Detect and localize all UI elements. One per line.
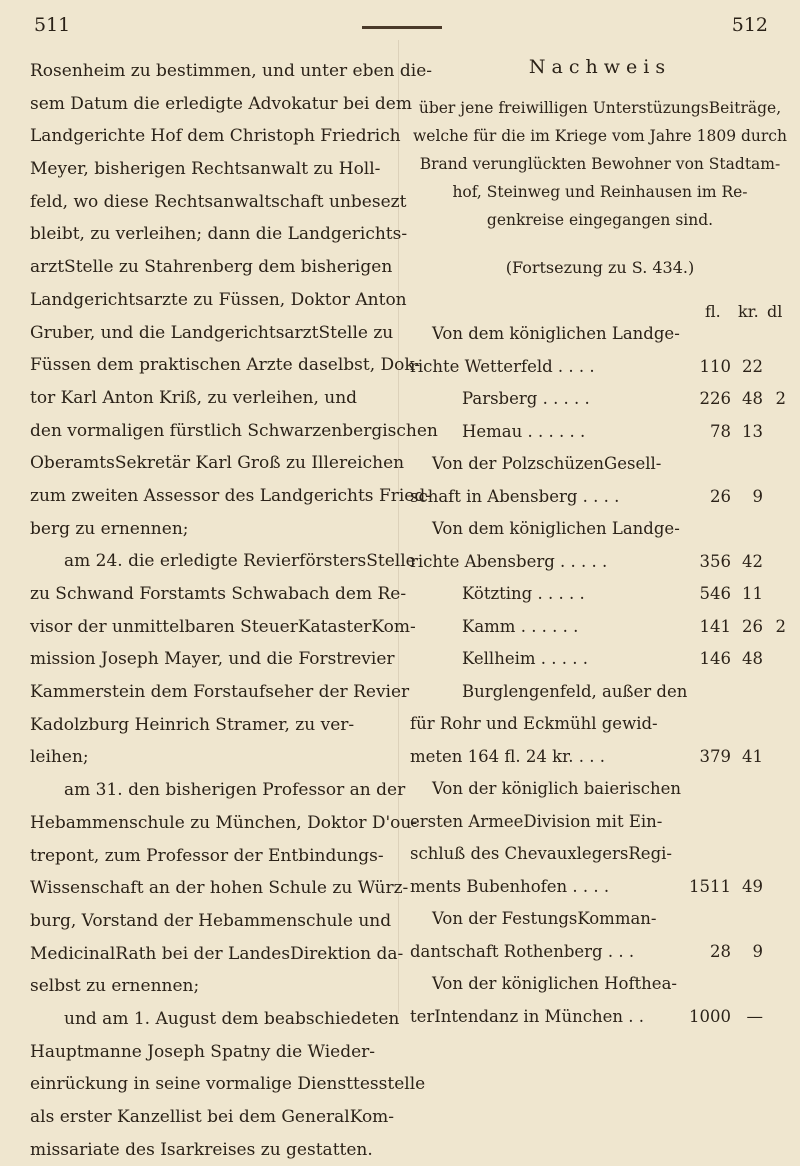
row-label: Von der FestungsKomman- — [432, 909, 657, 928]
text-line: Kadolzburg Heinrich Stramer, zu ver- — [30, 714, 355, 735]
text-line: Füssen dem praktischen Arzte daselbst, Dok- — [30, 355, 421, 376]
amount-dl: 2 — [775, 389, 786, 408]
intro-line: welche für die im Kriege vom Jahre 1809 durch — [413, 127, 787, 145]
right-page-number: 512 — [731, 14, 768, 36]
row-label: Burglengenfeld, außer den — [462, 681, 688, 701]
table-row — [0, 481, 763, 514]
table-row — [0, 871, 763, 904]
row-label: terIntendanz in München . . — [410, 1006, 644, 1026]
table-row — [0, 936, 763, 969]
text-line: Meyer, bisherigen Rechtsanwalt zu Holl- — [30, 159, 381, 180]
text-line: zu Schwand Forstamts Schwabach dem Re- — [30, 584, 407, 604]
row-label: ersten ArmeeDivision mit Ein- — [410, 811, 663, 831]
amount-fl: 356 — [699, 551, 731, 571]
row-label: ments Bubenhofen . . . . — [410, 876, 610, 896]
amount-kr: 41 — [742, 746, 763, 766]
amount-kr: 22 — [742, 356, 763, 376]
amount-fl: 110 — [699, 356, 731, 376]
table-row — [0, 968, 677, 1001]
row-label: Kamm . . . . . . — [462, 616, 579, 636]
amount-dl: 2 — [775, 616, 786, 636]
text-line: MedicinalRath bei der LandesDirektion da- — [30, 943, 404, 964]
table-row — [0, 513, 680, 546]
text-line: trepont, zum Professor der Entbindungs- — [30, 845, 384, 866]
table-row — [0, 643, 763, 676]
amount-kr: 48 — [742, 389, 763, 408]
text-line: Landgerichtsarzte zu Füssen, Doktor Anton — [30, 289, 407, 310]
amount-fl: 146 — [699, 649, 731, 668]
row-label: schaft in Abensberg . . . . — [410, 486, 620, 506]
text-line: Wissenschaft an der hohen Schule zu Würz- — [30, 878, 409, 899]
amount-kr: 49 — [742, 876, 763, 896]
table-row — [0, 806, 663, 839]
text-line: missariate des Isarkreises zu gestatten. — [30, 1139, 373, 1160]
text-line: und am 1. August dem beabschiedeten — [64, 1008, 400, 1029]
amount-fl: 1000 — [689, 1006, 731, 1026]
table-row — [0, 741, 763, 774]
text-line: zum zweiten Assessor des Landgerichts Fried- — [30, 485, 431, 506]
row-label: Hemau . . . . . . — [462, 421, 586, 441]
text-line: sem Datum die erledigte Advokatur bei dem — [30, 93, 412, 114]
text-line: einrückung in seine vormalige Diensttesstelle — [30, 1074, 426, 1095]
table-row — [0, 448, 662, 481]
row-label: dantschaft Rothenberg . . . — [410, 941, 635, 961]
amount-fl: 379 — [699, 746, 731, 766]
table-row — [0, 351, 763, 384]
table-row — [0, 838, 672, 871]
row-label: Parsberg . . . . . — [462, 389, 590, 408]
text-line: als erster Kanzellist bei dem GeneralKom- — [30, 1107, 395, 1127]
row-label: meten 164 fl. 24 kr. . . . — [410, 746, 605, 766]
text-line: tor Karl Anton Kriß, zu verleihen, und — [30, 387, 358, 408]
table-row — [0, 1001, 763, 1034]
amount-kr: 9 — [752, 486, 763, 506]
table-row — [0, 416, 763, 449]
table-row — [0, 546, 763, 579]
amount-kr: 42 — [742, 551, 763, 571]
table-row — [0, 708, 658, 741]
section-title: Nachweis — [528, 56, 672, 78]
amount-fl: 141 — [699, 616, 731, 636]
row-label: Kellheim . . . . . — [462, 649, 588, 668]
table-row — [0, 578, 763, 611]
text-line: am 24. die erledigte RevierförstersStelle — [64, 551, 416, 572]
text-line: selbst zu ernennen; — [30, 976, 200, 997]
intro-line: Brand verunglückten Bewohner von Stadtam- — [419, 155, 781, 173]
amount-kr: 13 — [742, 421, 763, 441]
amount-kr: — — [746, 1006, 763, 1026]
text-line: OberamtsSekretär Karl Groß zu Illereichen — [30, 453, 405, 474]
text-line: Gruber, und die LandgerichtsarztStelle zu — [30, 322, 394, 343]
amount-kr: 9 — [752, 941, 763, 961]
row-label: Von dem königlichen Landge- — [432, 519, 680, 538]
table-row — [0, 383, 786, 416]
text-line: Hebammenschule zu München, Doktor D'ou- — [30, 812, 418, 833]
text-line: Rosenheim zu bestimmen, und unter eben die- — [30, 61, 433, 81]
row-label: richte Wetterfeld . . . . — [410, 356, 595, 376]
amount-fl: 26 — [710, 486, 731, 506]
table-row — [0, 903, 657, 936]
intro-line: hof, Steinweg und Reinhausen im Re- — [452, 183, 748, 201]
text-line: den vormaligen fürstlich Schwarzenbergischen — [30, 420, 438, 441]
row-label: Von der königlichen Hofthea- — [432, 974, 677, 993]
amount-kr: 48 — [742, 649, 763, 668]
intro-line: über jene freiwilligen UnterstüzungsBeiträge, — [418, 99, 782, 117]
text-line: visor der unmittelbaren SteuerKatasterKom- — [30, 616, 416, 637]
row-label: schluß des ChevauxlegersRegi- — [410, 844, 672, 863]
text-line: feld, wo diese Rechtsanwaltschaft unbesezt — [30, 191, 407, 212]
left-page-number: 511 — [34, 14, 71, 36]
text-line: burg, Vorstand der Hebammenschule und — [30, 910, 392, 931]
amount-kr: 26 — [742, 616, 763, 636]
text-line: mission Joseph Mayer, und die Forstrevier — [30, 649, 395, 670]
column-header-dl: dl — [767, 302, 783, 321]
amount-fl: 28 — [710, 941, 731, 961]
continuation-note: (Fortsezung zu S. 434.) — [505, 258, 695, 277]
row-label: Von der königlich baierischen — [432, 779, 682, 798]
text-line: leihen; — [30, 747, 89, 768]
row-label: Von der PolzschüzenGesell- — [432, 454, 662, 473]
row-label: Von dem königlichen Landge- — [432, 324, 680, 343]
row-label: für Rohr und Eckmühl gewid- — [410, 714, 658, 733]
table-row — [0, 318, 680, 351]
text-line: Hauptmanne Joseph Spatny die Wieder- — [30, 1041, 376, 1062]
text-line: arztStelle zu Stahrenberg dem bisherigen — [30, 257, 393, 278]
amount-fl: 1511 — [689, 876, 731, 896]
section-intro — [410, 94, 790, 234]
text-line: Kammerstein dem Forstaufseher der Revier — [30, 682, 410, 703]
amount-fl: 78 — [710, 421, 731, 441]
column-header-kr: kr. — [738, 302, 759, 321]
text-line: bleibt, zu verleihen; dann die Landgerichts- — [30, 224, 408, 245]
contribution-table — [0, 318, 786, 1033]
amount-kr: 11 — [742, 584, 763, 603]
table-row — [0, 611, 786, 644]
row-label: Kötzting . . . . . — [462, 584, 585, 603]
amount-fl: 226 — [699, 389, 731, 408]
table-row — [0, 676, 688, 709]
amount-fl: 546 — [699, 584, 731, 603]
intro-line: genkreise eingegangen sind. — [486, 211, 714, 229]
column-header-fl: fl. — [705, 302, 721, 321]
text-line: Landgerichte Hof dem Christoph Friedrich — [30, 126, 401, 147]
row-label: richte Abensberg . . . . . — [410, 551, 608, 571]
text-line: am 31. den bisherigen Professor an der — [64, 780, 406, 801]
text-line: berg zu ernennen; — [30, 518, 189, 539]
table-row — [0, 773, 682, 806]
